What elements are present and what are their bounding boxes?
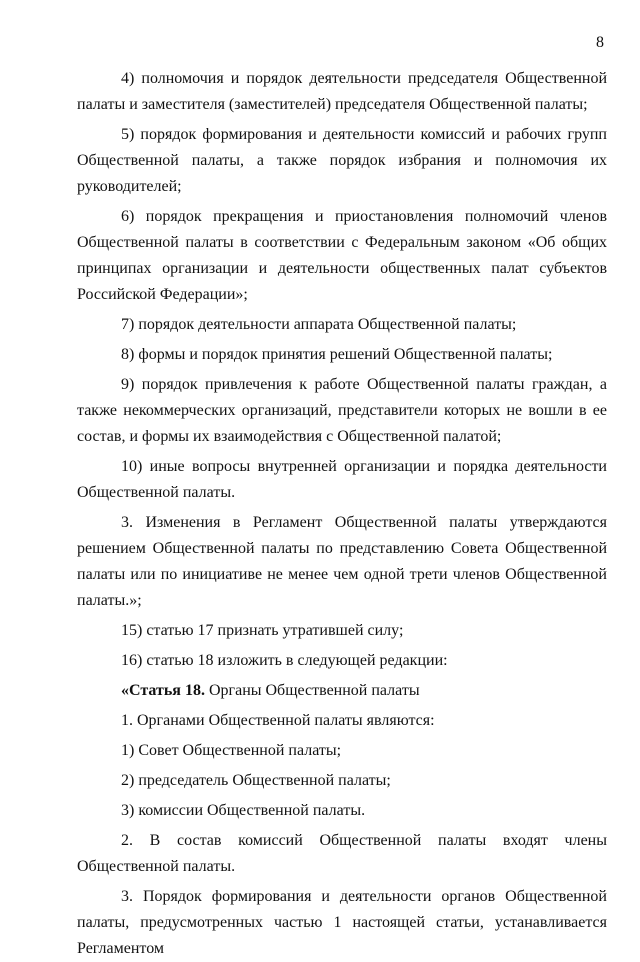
- paragraph-text: 3) комиссии Общественной палаты.: [121, 802, 366, 819]
- article-18-part-1: [77, 708, 607, 734]
- paragraph-item-5: [77, 122, 607, 200]
- paragraph-text: 5) порядок формирования и деятельности комиссий и рабочих групп Общественной палаты, а также порядок избрания и полномочия их руководителей;: [77, 126, 607, 195]
- paragraph-text: 2) председатель Общественной палаты;: [121, 772, 391, 789]
- paragraph-item-15: [77, 618, 607, 644]
- paragraph-text: 3. Порядок формирования и деятельности органов Общественной палаты, предусмотренных частью 1 настоящей статьи, устанавливается Регламентом: [77, 888, 607, 957]
- article-18-part-1-item-3: [77, 798, 607, 824]
- paragraph-item-7: [77, 312, 607, 338]
- paragraph-item-6: [77, 204, 607, 308]
- paragraph-text: 1) Совет Общественной палаты;: [121, 742, 342, 759]
- paragraph-text: 15) статью 17 признать утратившей силу;: [121, 622, 404, 639]
- paragraph-item-4: [77, 66, 607, 118]
- article-18-heading: [77, 678, 607, 704]
- paragraph-text: 3. Изменения в Регламент Общественной палаты утверждаются решением Общественной палаты по представлению Совета Общественной палаты или по инициативе не менее чем одной трети членов Общественной палаты.»;: [77, 514, 607, 609]
- document-body: [77, 66, 607, 962]
- article-18-part-1-item-1: [77, 738, 607, 764]
- paragraph-text: 2. В состав комиссий Общественной палаты входят члены Общественной палаты.: [77, 832, 607, 875]
- paragraph-part-3: [77, 510, 607, 614]
- paragraph-text: 10) иные вопросы внутренней организации и порядка деятельности Общественной палаты.: [77, 458, 607, 501]
- article-18-part-3: [77, 884, 607, 962]
- article-18-part-2: [77, 828, 607, 880]
- paragraph-text: 1. Органами Общественной палаты являются:: [121, 712, 435, 729]
- paragraph-text: 9) порядок привлечения к работе Общественной палаты граждан, а также некоммерческих организаций, представители которых не вошли в ее состав, и формы их взаимодействия с Общественной палатой;: [77, 376, 607, 445]
- page-number: 8: [596, 34, 604, 51]
- paragraph-item-10: [77, 454, 607, 506]
- paragraph-item-16: [77, 648, 607, 674]
- article-18-part-1-item-2: [77, 768, 607, 794]
- paragraph-text: 8) формы и порядок принятия решений Общественной палаты;: [121, 346, 553, 363]
- paragraph-item-8: [77, 342, 607, 368]
- paragraph-text: 4) полномочия и порядок деятельности председателя Общественной палаты и заместителя (заместителей) председателя Общественной палаты;: [77, 70, 607, 113]
- paragraph-text: 7) порядок деятельности аппарата Общественной палаты;: [121, 316, 517, 333]
- paragraph-item-9: [77, 372, 607, 450]
- paragraph-text: 6) порядок прекращения и приостановления полномочий членов Общественной палаты в соответствии с Федеральным законом «Об общих принципах организации и деятельности общественных палат субъектов Российской Федерации»;: [77, 208, 607, 303]
- article-18-title: Органы Общественной палаты: [204, 682, 420, 699]
- article-18-label: «Статья 18.: [121, 682, 205, 699]
- paragraph-text: 16) статью 18 изложить в следующей редакции:: [121, 652, 448, 669]
